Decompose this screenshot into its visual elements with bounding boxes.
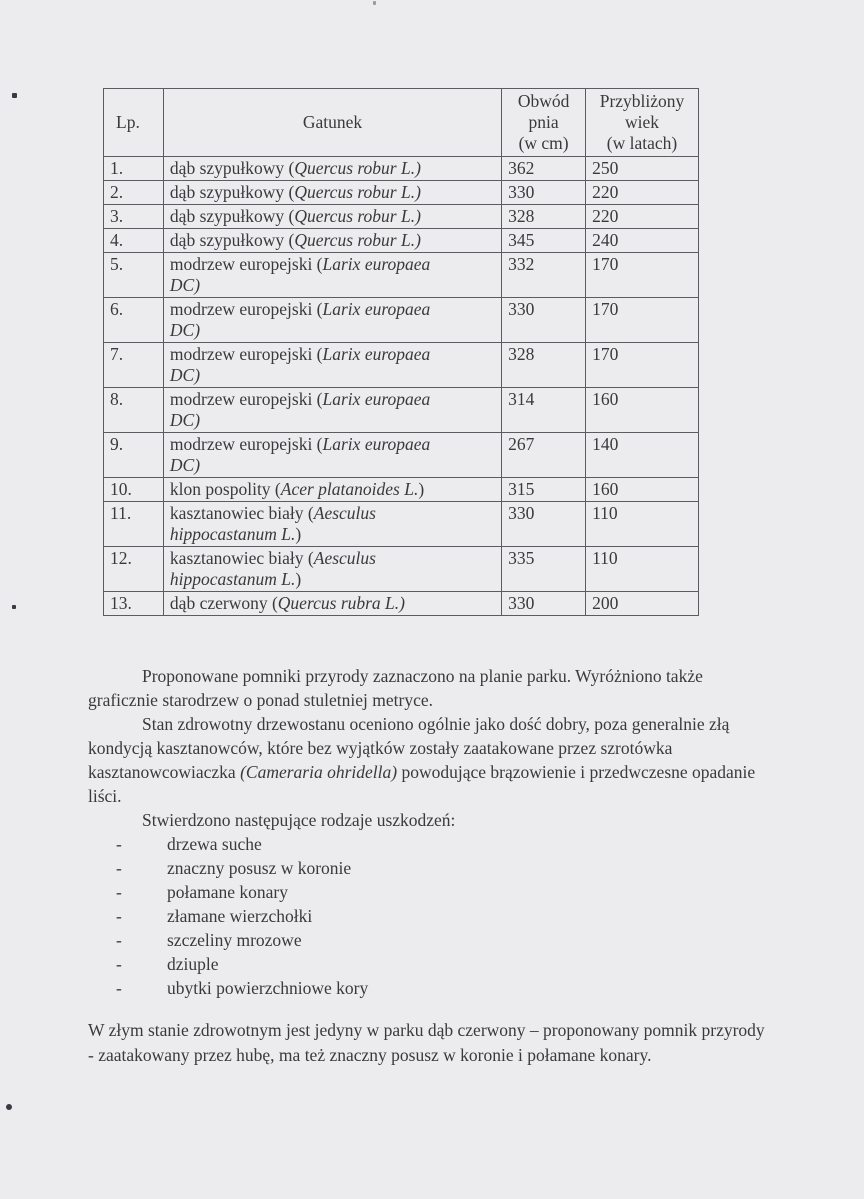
species-common-name: modrzew europejski ( xyxy=(169,434,323,454)
damage-item-text: dziuple xyxy=(167,954,219,974)
species-latin-name: Aesculus xyxy=(313,548,376,568)
cell-species xyxy=(163,229,501,253)
header-age-line: (w latach) xyxy=(606,133,678,153)
species-latin-name: Acer platanoides L. xyxy=(280,479,419,499)
cell-species xyxy=(163,253,501,298)
table-row xyxy=(104,547,699,592)
list-item xyxy=(88,880,768,904)
table-row xyxy=(104,298,699,343)
species-paren: ) xyxy=(295,524,302,544)
table-row xyxy=(104,502,699,547)
cell-girth: 362 xyxy=(502,157,586,181)
dash-bullet: - xyxy=(116,834,122,854)
cell-age: 160 xyxy=(586,388,699,433)
cell-age: 140 xyxy=(586,433,699,478)
species-common-name: dąb szypułkowy ( xyxy=(169,230,295,250)
cell-girth: 328 xyxy=(502,205,586,229)
species-common-name: kasztanowiec biały ( xyxy=(169,503,314,523)
species-latin-name-cont: DC) xyxy=(169,455,201,475)
damage-item-text: połamane konary xyxy=(167,882,288,902)
cell-lp: 7. xyxy=(104,343,164,388)
header-species: Gatunek xyxy=(163,89,501,157)
damage-item-text: szczeliny mrozowe xyxy=(167,930,302,950)
species-latin-name: Quercus robur L.) xyxy=(294,182,421,202)
body-text xyxy=(88,664,768,1000)
cell-age: 170 xyxy=(586,253,699,298)
cell-lp: 12. xyxy=(104,547,164,592)
list-item xyxy=(88,904,768,928)
cell-age: 160 xyxy=(586,478,699,502)
damage-item-text: drzewa suche xyxy=(167,834,262,854)
cell-girth: 335 xyxy=(502,547,586,592)
table-row xyxy=(104,253,699,298)
cell-species xyxy=(163,433,501,478)
cell-species xyxy=(163,478,501,502)
species-latin-name-cont: DC) xyxy=(169,320,201,340)
list-item xyxy=(88,856,768,880)
species-latin-name: Larix europaea xyxy=(322,434,431,454)
cell-species xyxy=(163,547,501,592)
damage-item-text: znaczny posusz w koronie xyxy=(167,858,352,878)
dash-bullet: - xyxy=(116,906,122,926)
damage-item-text: ubytki powierzchniowe kory xyxy=(167,978,369,998)
damage-item-text: złamane wierzchołki xyxy=(167,906,313,926)
cell-species xyxy=(163,502,501,547)
cell-girth: 314 xyxy=(502,388,586,433)
cell-lp: 13. xyxy=(104,592,164,616)
list-item xyxy=(88,952,768,976)
cell-lp: 11. xyxy=(104,502,164,547)
table-row xyxy=(104,388,699,433)
species-paren: ) xyxy=(418,479,425,499)
cell-species xyxy=(163,343,501,388)
table-header-row xyxy=(104,89,699,157)
dash-bullet: - xyxy=(116,882,122,902)
paragraph-damage-intro: Stwierdzono następujące rodzaje uszkodzeń: xyxy=(142,810,456,830)
cell-age: 110 xyxy=(586,547,699,592)
paragraph-red-oak: W złym stanie zdrowotnym jest jedyny w parku dąb czerwony – proponowany pomnik przyrody - zaatakowany przez hubę, ma też znaczny posusz w koronie i połamane konary. xyxy=(88,1020,765,1065)
paragraph-health-text: powodujące brązowienie i przedwczesne opadanie liści. xyxy=(88,762,756,806)
header-girth-line: Obwód xyxy=(517,91,570,111)
species-common-name: dąb szypułkowy ( xyxy=(169,158,295,178)
cell-species xyxy=(163,298,501,343)
species-common-name: dąb czerwony ( xyxy=(169,593,278,613)
species-common-name: modrzew europejski ( xyxy=(169,299,323,319)
cell-girth: 267 xyxy=(502,433,586,478)
species-latin-name-cont: DC) xyxy=(169,275,201,295)
cell-girth: 330 xyxy=(502,298,586,343)
cell-girth: 332 xyxy=(502,253,586,298)
cell-species xyxy=(163,181,501,205)
species-common-name: modrzew europejski ( xyxy=(169,389,323,409)
species-common-name: klon pospolity ( xyxy=(169,479,281,499)
species-latin-name: Quercus robur L.) xyxy=(294,206,421,226)
cell-girth: 330 xyxy=(502,502,586,547)
species-common-name: dąb szypułkowy ( xyxy=(169,182,295,202)
table-row xyxy=(104,478,699,502)
cell-age: 170 xyxy=(586,343,699,388)
species-latin-name: Larix europaea xyxy=(322,254,431,274)
cell-lp: 6. xyxy=(104,298,164,343)
dash-bullet: - xyxy=(116,954,122,974)
cell-lp: 3. xyxy=(104,205,164,229)
cell-lp: 9. xyxy=(104,433,164,478)
table-body xyxy=(104,157,699,616)
paragraph-health-text: Stan zdrowotny drzewostanu oceniono ogólnie jako dość dobry, poza generalnie złą kondycją kasztanowców, które bez wyjątków zostały zaatakowane przez szrotówka kasztanowcowiaczka xyxy=(88,714,730,782)
header-girth-line: (w cm) xyxy=(518,133,569,153)
cell-age: 220 xyxy=(586,205,699,229)
species-latin-name-cont: hippocastanum L. xyxy=(169,524,296,544)
damage-list xyxy=(88,832,768,1000)
table-row xyxy=(104,181,699,205)
cell-age: 200 xyxy=(586,592,699,616)
paragraph-health xyxy=(88,712,768,808)
header-girth xyxy=(502,89,586,157)
cell-girth: 330 xyxy=(502,592,586,616)
cell-lp: 1. xyxy=(104,157,164,181)
dash-bullet: - xyxy=(116,978,122,998)
species-latin-name-cont: DC) xyxy=(169,365,201,385)
cell-girth: 328 xyxy=(502,343,586,388)
species-common-name: modrzew europejski ( xyxy=(169,254,323,274)
cell-age: 220 xyxy=(586,181,699,205)
species-latin-name: Quercus robur L.) xyxy=(294,230,421,250)
cell-lp: 10. xyxy=(104,478,164,502)
cell-species xyxy=(163,205,501,229)
cell-lp: 5. xyxy=(104,253,164,298)
species-latin-name: Larix europaea xyxy=(322,389,431,409)
cell-species xyxy=(163,592,501,616)
cell-species xyxy=(163,157,501,181)
table-row xyxy=(104,343,699,388)
cell-girth: 345 xyxy=(502,229,586,253)
tree-species-table xyxy=(103,88,699,616)
scan-punch-mark xyxy=(6,1104,12,1110)
scan-speck xyxy=(373,1,376,5)
table-row xyxy=(104,157,699,181)
species-paren: ) xyxy=(295,569,302,589)
list-item xyxy=(88,832,768,856)
header-age-line: Przybliżony xyxy=(599,91,685,111)
header-lp: Lp. xyxy=(104,89,164,157)
cell-lp: 2. xyxy=(104,181,164,205)
table-row xyxy=(104,592,699,616)
cell-lp: 8. xyxy=(104,388,164,433)
species-latin-name: Quercus rubra L.) xyxy=(277,593,405,613)
species-latin-name-cont: DC) xyxy=(169,410,201,430)
table-row xyxy=(104,229,699,253)
species-latin-name: Aesculus xyxy=(313,503,376,523)
cell-age: 170 xyxy=(586,298,699,343)
cell-girth: 315 xyxy=(502,478,586,502)
species-common-name: kasztanowiec biały ( xyxy=(169,548,314,568)
header-age-line: wiek xyxy=(625,112,660,132)
latin-name: (Cameraria ohridella) xyxy=(240,762,398,782)
table-row xyxy=(104,433,699,478)
dash-bullet: - xyxy=(116,858,122,878)
cell-species xyxy=(163,388,501,433)
list-item xyxy=(88,976,768,1000)
paragraph-monuments: Proponowane pomniki przyrody zaznaczono na planie parku. Wyróżniono także graficznie starodrzew o ponad stuletniej metryce. xyxy=(88,666,703,710)
species-latin-name: Quercus robur L.) xyxy=(294,158,421,178)
dash-bullet: - xyxy=(116,930,122,950)
species-common-name: dąb szypułkowy ( xyxy=(169,206,295,226)
table-row xyxy=(104,205,699,229)
cell-age: 240 xyxy=(586,229,699,253)
scan-punch-mark xyxy=(12,605,16,609)
header-girth-line: pnia xyxy=(528,112,559,132)
species-latin-name: Larix europaea xyxy=(322,299,431,319)
list-item xyxy=(88,928,768,952)
cell-girth: 330 xyxy=(502,181,586,205)
cell-age: 250 xyxy=(586,157,699,181)
species-common-name: modrzew europejski ( xyxy=(169,344,323,364)
header-age xyxy=(586,89,699,157)
species-latin-name: Larix europaea xyxy=(322,344,431,364)
scan-punch-mark xyxy=(12,93,17,98)
cell-lp: 4. xyxy=(104,229,164,253)
species-latin-name-cont: hippocastanum L. xyxy=(169,569,296,589)
cell-age: 110 xyxy=(586,502,699,547)
